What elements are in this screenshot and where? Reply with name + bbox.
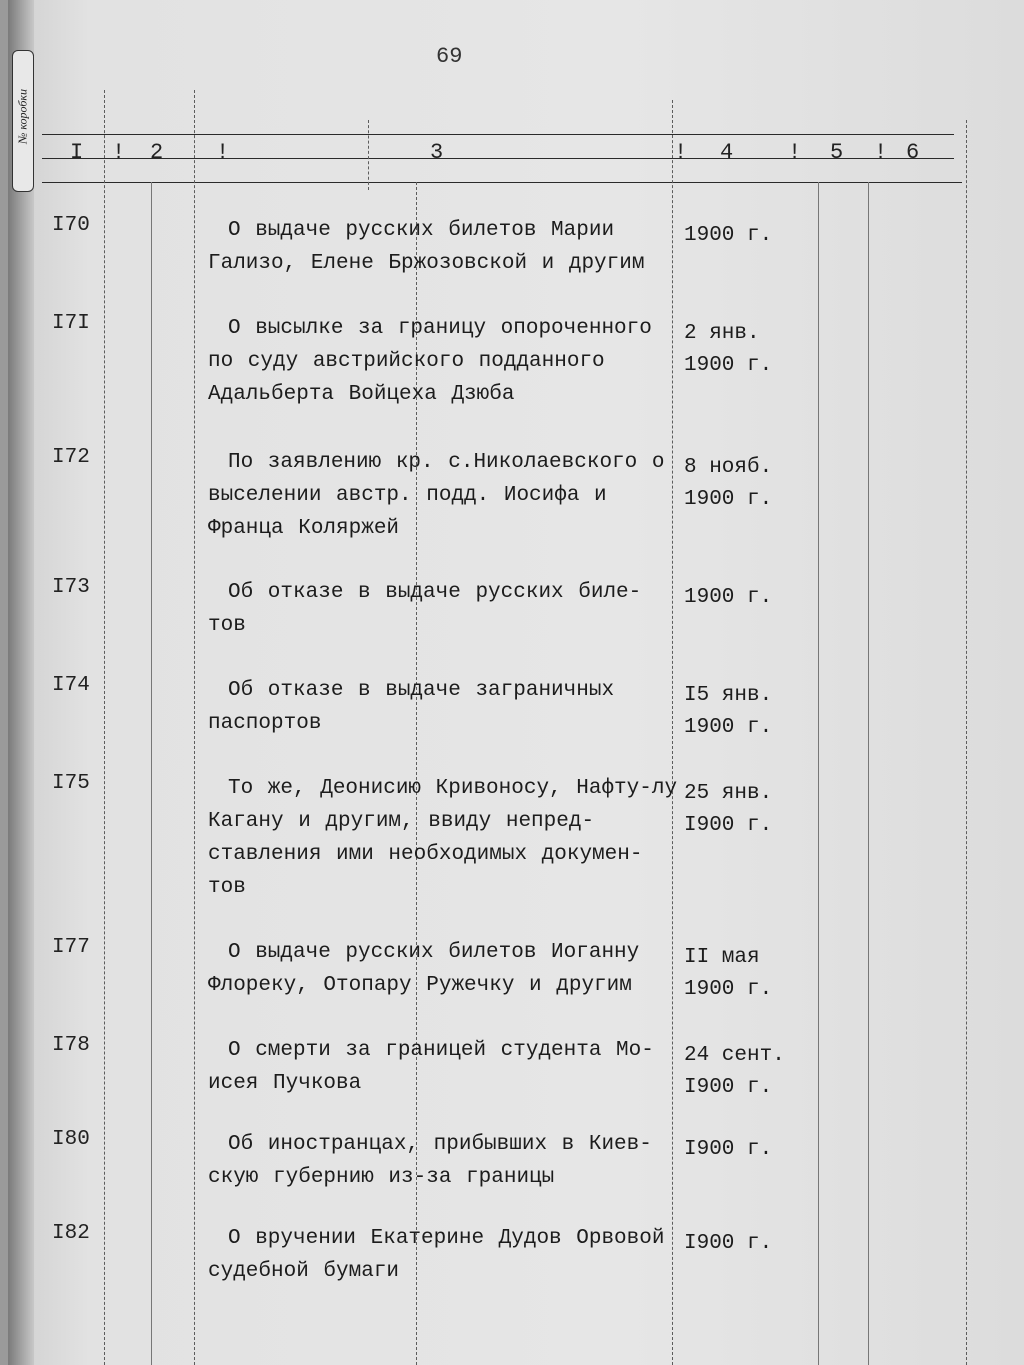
column-line xyxy=(104,90,105,1365)
page-number: 69 xyxy=(436,44,463,69)
column-header-3: 3 xyxy=(430,140,444,165)
column-header-2: 2 xyxy=(150,140,164,165)
item-date: 2 янв. 1900 г. xyxy=(684,322,773,377)
box-number-stamp xyxy=(12,50,34,192)
item-date: 1900 г. xyxy=(684,586,773,609)
column-line xyxy=(194,90,195,1365)
header-bottom-rule xyxy=(42,182,962,183)
column-header-1: I xyxy=(70,140,84,165)
item-title: О выдаче русских билетов Марии Гализо, Елене Бржозовской и другим xyxy=(208,219,645,275)
item-title: О высылке за границу опороченного по суду австрийского подданного Адальберта Войцеха Дзюба xyxy=(208,317,652,406)
item-date: 1900 г. xyxy=(684,224,773,247)
item-title: То же, Деонисию Кривоносу, Нафту-лу Кагану и другим, ввиду непред-ставления ими необходимых докумен-тов xyxy=(208,777,678,899)
stamp-label: № коробки xyxy=(15,89,30,144)
column-header-4: 4 xyxy=(720,140,734,165)
item-date: II мая 1900 г. xyxy=(684,946,773,1001)
item-title: Об иностранцах, прибывших в Киев-скую губернию из-за границы xyxy=(208,1133,652,1189)
item-number: I78 xyxy=(52,1034,90,1057)
item-title: О смерти за границей студента Мо-исея Пучкова xyxy=(208,1039,654,1095)
item-date: I900 г. xyxy=(684,1232,773,1255)
column-separator-5: ! xyxy=(874,140,888,165)
header-top-rule xyxy=(42,134,954,135)
item-date: I5 янв. 1900 г. xyxy=(684,684,773,739)
item-date: 8 нояб. 1900 г. xyxy=(684,456,773,511)
item-date: I900 г. xyxy=(684,1138,773,1161)
column-separator-4: ! xyxy=(788,140,802,165)
item-title: Об отказе в выдаче русских биле-тов xyxy=(208,581,642,637)
column-line xyxy=(818,182,819,1365)
column-line xyxy=(868,182,869,1365)
header-mid-rule xyxy=(42,158,954,159)
column-line xyxy=(368,120,369,190)
column-header-6: 6 xyxy=(906,140,920,165)
item-title: По заявлению кр. с.Николаевского о выселении австр. подд. Иосифа и Франца Коляржей xyxy=(208,451,665,540)
column-line xyxy=(151,182,152,1365)
column-line xyxy=(966,120,967,1365)
column-separator-2: ! xyxy=(216,140,230,165)
column-separator-3: ! xyxy=(674,140,688,165)
item-title: О выдаче русских билетов Иоганну Флореку, Отопару Ружечку и другим xyxy=(208,941,640,997)
binding-edge xyxy=(8,0,34,1365)
item-number: I7I xyxy=(52,312,90,335)
item-number: I74 xyxy=(52,674,90,697)
item-title: О вручении Екатерине Дудов Орвовой судебной бумаги xyxy=(208,1227,665,1283)
column-separator-1: ! xyxy=(112,140,126,165)
item-number: I72 xyxy=(52,446,90,469)
document-page xyxy=(8,0,1024,1365)
item-date: 24 сент. I900 г. xyxy=(684,1044,785,1099)
item-number: I75 xyxy=(52,772,90,795)
item-date: 25 янв. I900 г. xyxy=(684,782,773,837)
item-number: I70 xyxy=(52,214,90,237)
item-number: I82 xyxy=(52,1222,90,1245)
item-title: Об отказе в выдаче заграничных паспортов xyxy=(208,679,615,735)
item-number: I73 xyxy=(52,576,90,599)
item-number: I77 xyxy=(52,936,90,959)
column-header-5: 5 xyxy=(830,140,844,165)
item-number: I80 xyxy=(52,1128,90,1151)
